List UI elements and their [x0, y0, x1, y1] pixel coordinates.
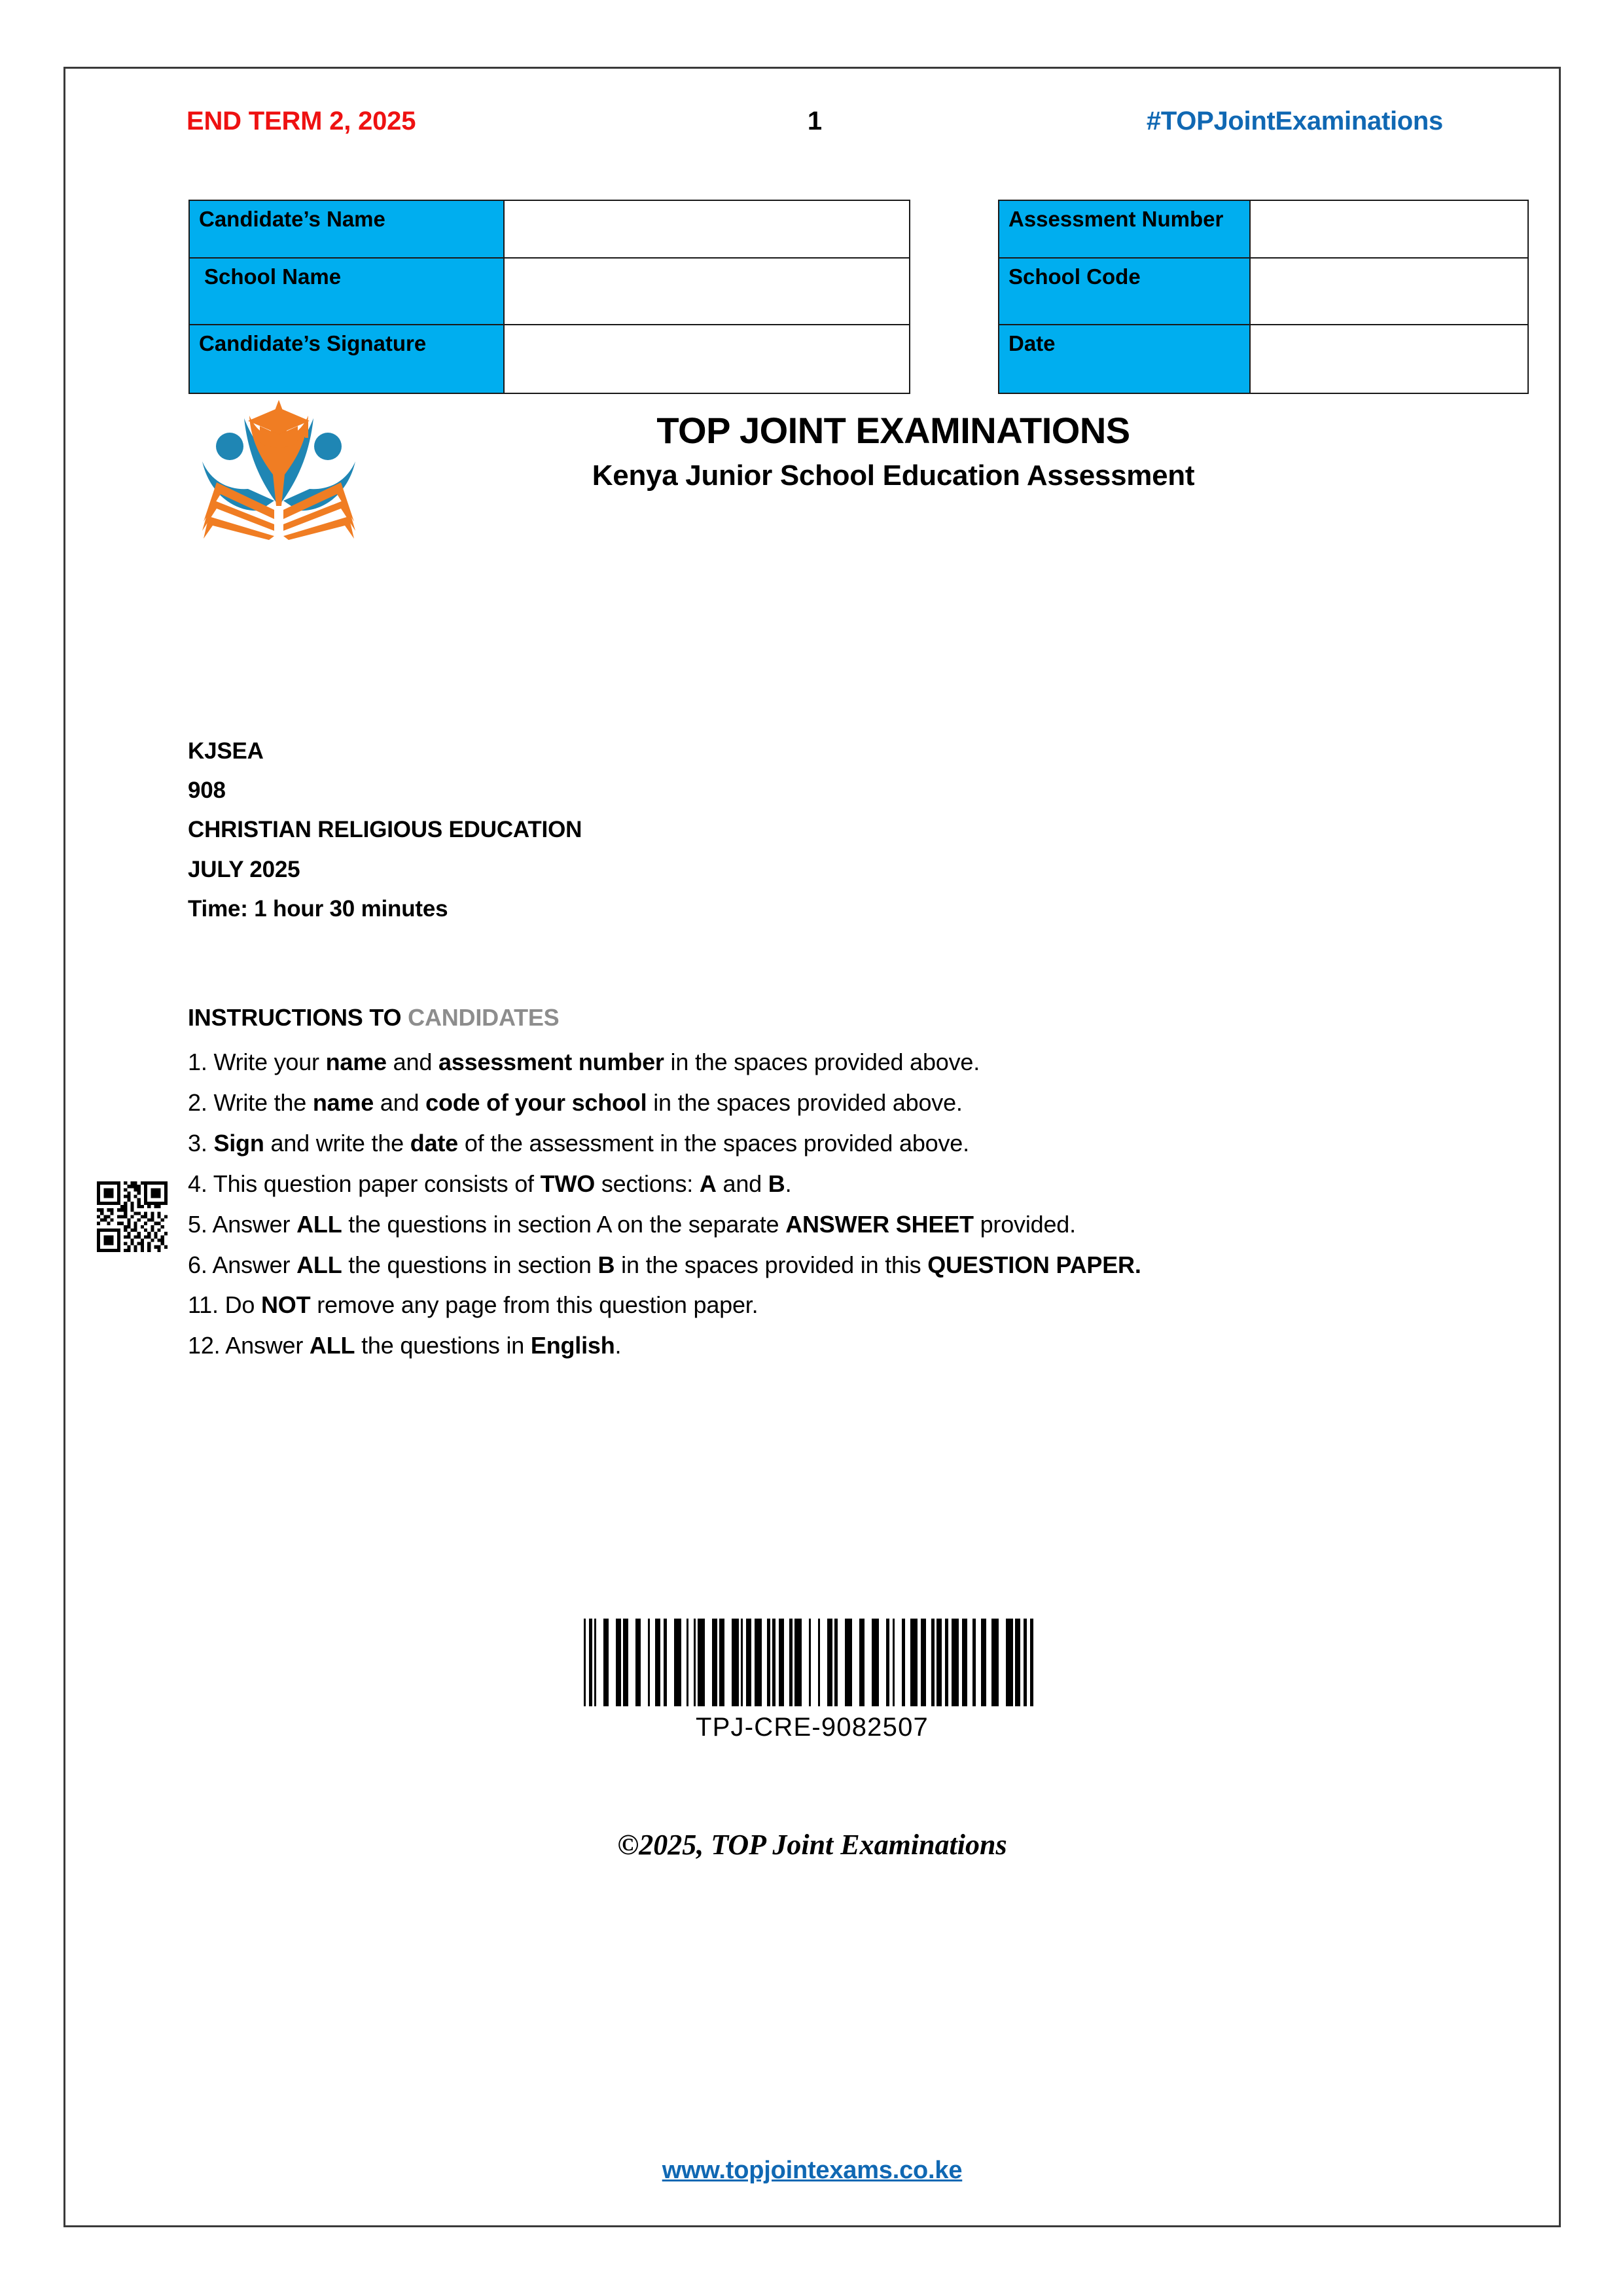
instruction-text: Answer [225, 1332, 310, 1359]
copyright-notice: ©2025, TOP Joint Examinations [617, 1829, 1007, 1861]
instruction-emphasis: ANSWER SHEET [785, 1210, 974, 1238]
assessment-number-label: Assessment Number [999, 200, 1250, 258]
assessment-subtitle: Kenya Junior School Education Assessment [592, 459, 1195, 492]
table-row [189, 200, 910, 258]
candidate-name-field[interactable] [504, 200, 910, 258]
instruction-emphasis: Sign [213, 1129, 264, 1157]
date-label: Date [999, 325, 1250, 393]
instruction-emphasis: TWO [540, 1170, 596, 1197]
instruction-emphasis: assessment number [438, 1049, 664, 1075]
subject-details [188, 732, 1104, 929]
table-row [999, 258, 1528, 325]
instruction-emphasis: ALL [296, 1210, 342, 1238]
instruction-text: provided. [973, 1210, 1076, 1238]
instruction-emphasis: name [312, 1088, 374, 1116]
school-name-label: School Name [189, 258, 504, 325]
instruction-text: the questions in section [342, 1251, 598, 1278]
paper-code: 908 [188, 778, 226, 804]
instruction-text: . [785, 1170, 792, 1197]
table-row [189, 325, 910, 393]
education-level: KJSEA [188, 738, 264, 764]
instruction-text: Write your [213, 1049, 326, 1075]
exam-duration: Time: 1 hour 30 minutes [188, 895, 448, 922]
instruction-text: the questions in [355, 1332, 531, 1359]
instruction-text: and write the [264, 1129, 410, 1157]
instructions-heading [188, 1004, 1471, 1031]
instruction-emphasis: ALL [309, 1332, 355, 1359]
instructions-section [188, 1004, 1471, 1366]
barcode-value: TPJ-CRE-9082507 [696, 1713, 929, 1742]
subject-name: CHRISTIAN RELIGIOUS EDUCATION [188, 817, 582, 843]
instruction-item [188, 1164, 1471, 1204]
brand-header [187, 391, 1450, 554]
instruction-item [188, 1042, 1471, 1083]
school-code-field[interactable] [1250, 258, 1528, 325]
school-name-field[interactable] [504, 258, 910, 325]
instruction-emphasis: ALL [296, 1251, 342, 1278]
instruction-emphasis: name [325, 1049, 387, 1075]
instruction-item [188, 1285, 1471, 1325]
barcode-block [65, 1619, 1559, 1742]
exam-session: JULY 2025 [188, 856, 300, 882]
instruction-text: Write the [213, 1088, 313, 1116]
instruction-emphasis: code of your school [425, 1088, 647, 1116]
instruction-text: the questions in section A on the separate [342, 1210, 786, 1238]
instruction-item [188, 1325, 1471, 1366]
instruction-text: and [716, 1170, 768, 1197]
instruction-emphasis: QUESTION PAPER. [927, 1251, 1141, 1278]
instructions-heading-faded: CANDIDATES [408, 1004, 560, 1031]
candidate-signature-label: Candidate’s Signature [189, 325, 504, 393]
instruction-number: 12. [188, 1332, 226, 1359]
instruction-emphasis: date [410, 1129, 459, 1157]
school-code-label: School Code [999, 258, 1250, 325]
instruction-item [188, 1083, 1471, 1123]
instruction-emphasis: A [699, 1170, 717, 1197]
instruction-number: 2. [188, 1088, 214, 1116]
table-row [189, 258, 910, 325]
instruction-number: 5. [188, 1210, 213, 1238]
instruction-text: in the spaces provided in this [615, 1251, 928, 1278]
page-header [187, 107, 1443, 143]
top-joint-examinations-logo [197, 391, 361, 540]
instruction-text: sections: [595, 1170, 700, 1197]
instruction-item [188, 1245, 1471, 1285]
instruction-item [188, 1204, 1471, 1245]
instruction-text: This question paper consists of [213, 1170, 541, 1197]
assessment-details-table [998, 200, 1529, 394]
qr-code [97, 1181, 168, 1252]
instruction-emphasis: B [768, 1170, 785, 1197]
candidate-name-label: Candidate’s Name [189, 200, 504, 258]
organisation-title: TOP JOINT EXAMINATIONS [656, 410, 1130, 451]
instruction-item [188, 1123, 1471, 1164]
instruction-text: Answer [212, 1251, 297, 1278]
instruction-emphasis: B [597, 1251, 615, 1278]
instruction-text: Answer [212, 1210, 297, 1238]
website-footer-link[interactable]: www.topjointexams.co.ke [662, 2157, 963, 2184]
table-row [999, 325, 1528, 393]
instructions-heading-strong: INSTRUCTIONS TO [188, 1004, 408, 1031]
instruction-text: . [615, 1332, 622, 1359]
exam-term-label: END TERM 2, 2025 [187, 107, 416, 135]
social-hashtag: #TOPJointExaminations [1146, 107, 1443, 135]
instruction-emphasis: NOT [261, 1291, 311, 1319]
instructions-list [188, 1042, 1471, 1366]
instruction-text: and [386, 1049, 438, 1075]
title-block [350, 409, 1436, 493]
candidate-details-table [188, 200, 910, 394]
date-field[interactable] [1250, 325, 1528, 393]
instruction-text: and [374, 1088, 426, 1116]
instruction-number: 1. [188, 1049, 214, 1075]
assessment-number-field[interactable] [1250, 200, 1528, 258]
instruction-emphasis: English [530, 1332, 615, 1359]
instruction-number: 6. [188, 1251, 213, 1278]
table-row [999, 200, 1528, 258]
instruction-number: 11. [188, 1291, 225, 1319]
instruction-text: remove any page from this question paper. [310, 1291, 758, 1319]
instruction-text: of the assessment in the spaces provided above. [458, 1129, 969, 1157]
barcode [581, 1619, 1044, 1706]
candidate-signature-field[interactable] [504, 325, 910, 393]
page-number: 1 [807, 107, 823, 135]
instruction-number: 3. [188, 1129, 214, 1157]
instruction-text: in the spaces provided above. [664, 1049, 980, 1075]
instruction-text: Do [224, 1291, 261, 1319]
exam-page [63, 67, 1561, 2227]
instruction-text: in the spaces provided above. [647, 1088, 963, 1116]
instruction-number: 4. [188, 1170, 213, 1197]
